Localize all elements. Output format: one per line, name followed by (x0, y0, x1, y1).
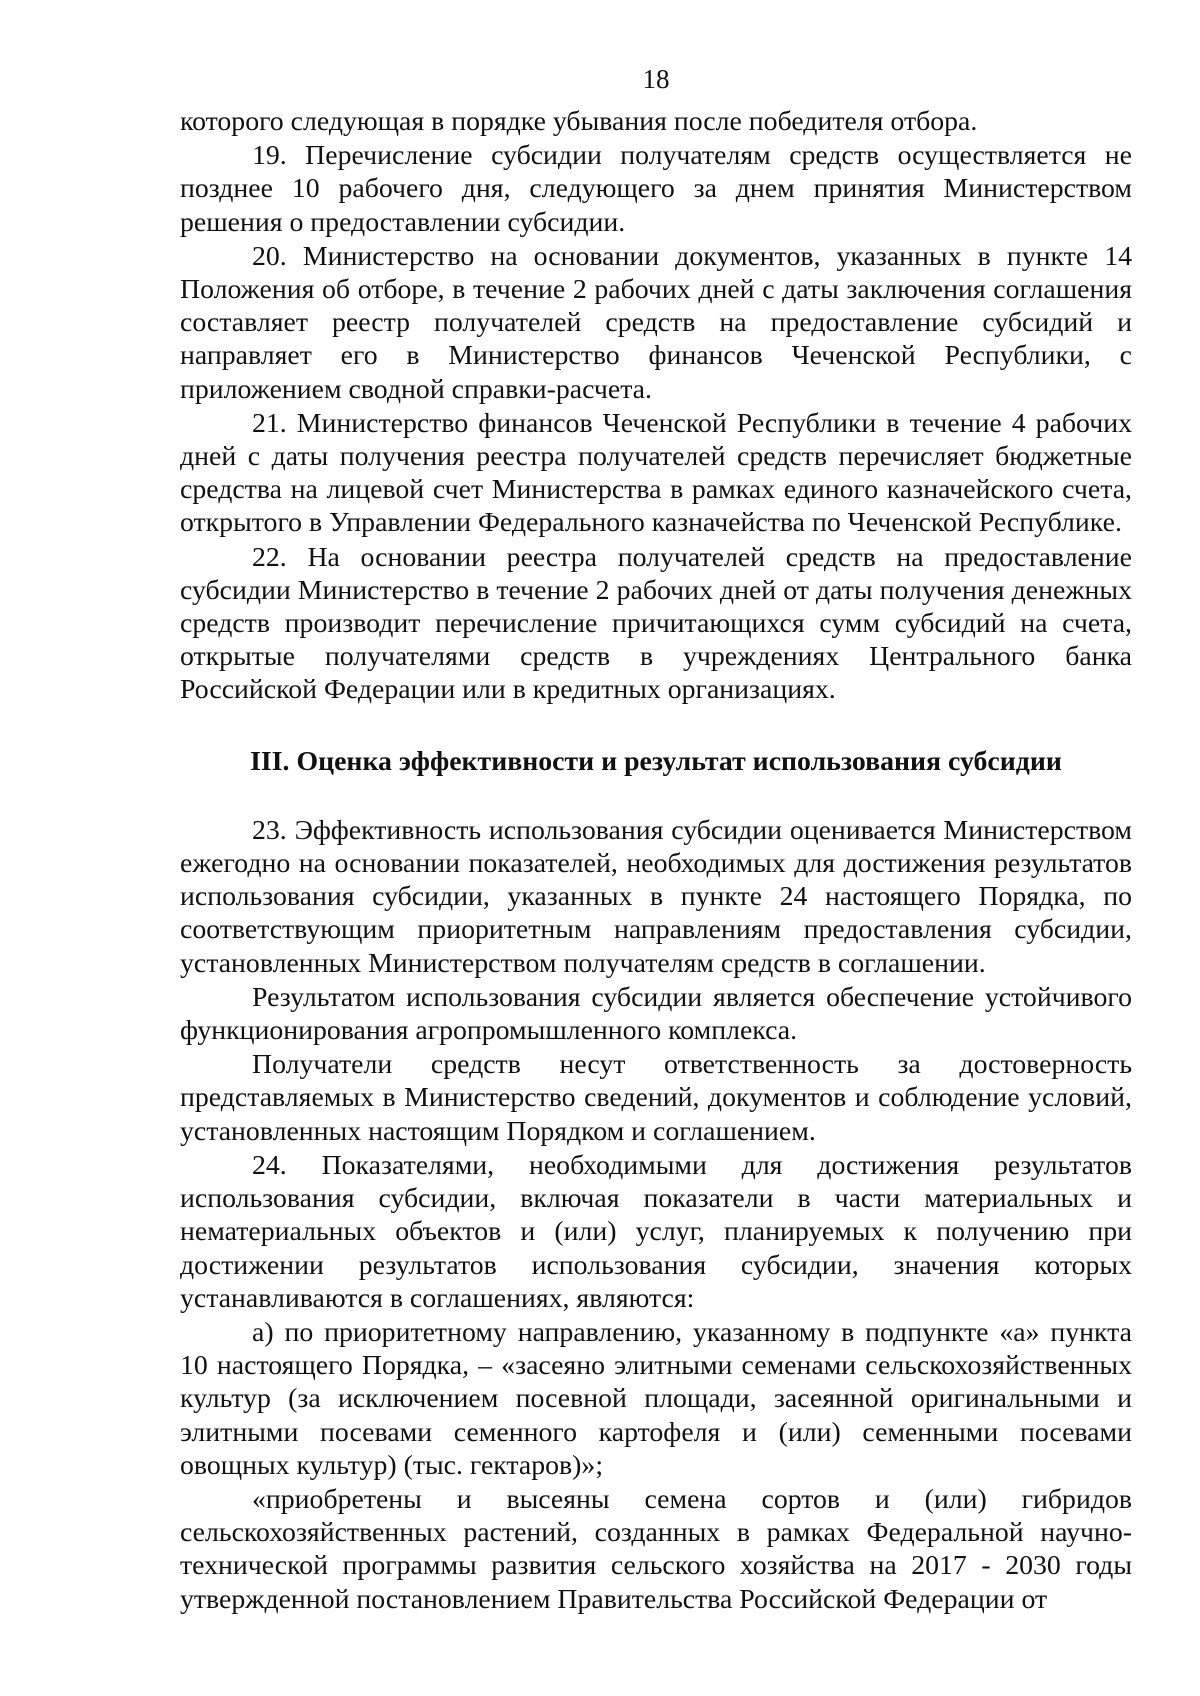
page-number: 18 (642, 64, 670, 94)
paragraph-20: 20. Министерство на основании документов, указанных в пункте 14 Положения об отборе, в течение 2 рабочих дней с даты заключения соглашения составляет реестр получателей средств на предоставление субсидий и направляет его в Министерство финансов Чеченской Республики, с приложением сводной справки-расчета. (180, 240, 1132, 405)
paragraph-seeds: «приобретены и высеяны семена сортов и (или) гибридов сельскохозяйственных растений, созданных в рамках Федеральной научно-технической программы развития сельского хозяйства на 2017 - 2030 годы утвержденной постановлением Правительства Российской Федерации от (180, 1483, 1132, 1615)
paragraph-continuation: которого следующая в порядке убывания после победителя отбора. (180, 106, 978, 137)
paragraph-result: Результатом использования субсидии является обеспечение устойчивого функционирования агропромышленного комплекса. (180, 981, 1132, 1047)
paragraph-19: 19. Перечисление субсидии получателям средств осуществляется не позднее 10 рабочего дня, следующего за днем принятия Министерством решения о предоставлении субсидии. (180, 140, 1132, 238)
paragraph-23: 23. Эффективность использования субсидии оценивается Министерством ежегодно на основании показателей, необходимых для достижения результатов использования субсидии, указанных в пункте 24 настоящего Порядка, по соответствующим приоритетным направлениям предоставления субсидии, установленных Министерством получателям средств в соглашении. (180, 814, 1132, 979)
paragraph-24a: а) по приоритетному направлению, указанному в подпункте «а» пункта 10 настоящего Порядка, – «засеяно элитными семенами сельскохозяйственных культур (за исключением посевной площади, засеянной оригинальными и элитными посевами семенного картофеля и (или) семенными посевами овощных культур) (тыс. гектаров)»; (180, 1316, 1132, 1481)
paragraph-24: 24. Показателями, необходимыми для достижения результатов использования субсидии, включая показатели в части материальных и нематериальных объектов и (или) услуг, планируемых к получению при достижении результатов использования субсидии, значения которых устанавливаются в соглашениях, являются: (180, 1149, 1132, 1314)
paragraph-21: 21. Министерство финансов Чеченской Республики в течение 4 рабочих дней с даты получения реестра получателей средств перечисляет бюджетные средства на лицевой счет Министерства в рамках единого казначейского счета, открытого в Управлении Федерального казначейства по Чеченской Республике. (180, 407, 1132, 539)
document-body (180, 105, 1132, 1616)
section-heading: III. Оценка эффективности и результат использования субсидии (250, 745, 1062, 777)
paragraph-responsibility: Получатели средств несут ответственность за достоверность представляемых в Министерство сведений, документов и соблюдение условий, установленных настоящим Порядком и соглашением. (180, 1049, 1132, 1147)
paragraph-22: 22. На основании реестра получателей средств на предоставление субсидии Министерство в течение 2 рабочих дней от даты получения денежных средств производит перечисление причитающихся сумм субсидий на счета, открытые получателями средств в учреждениях Центрального банка Российской Федерации или в кредитных организациях. (180, 541, 1132, 706)
